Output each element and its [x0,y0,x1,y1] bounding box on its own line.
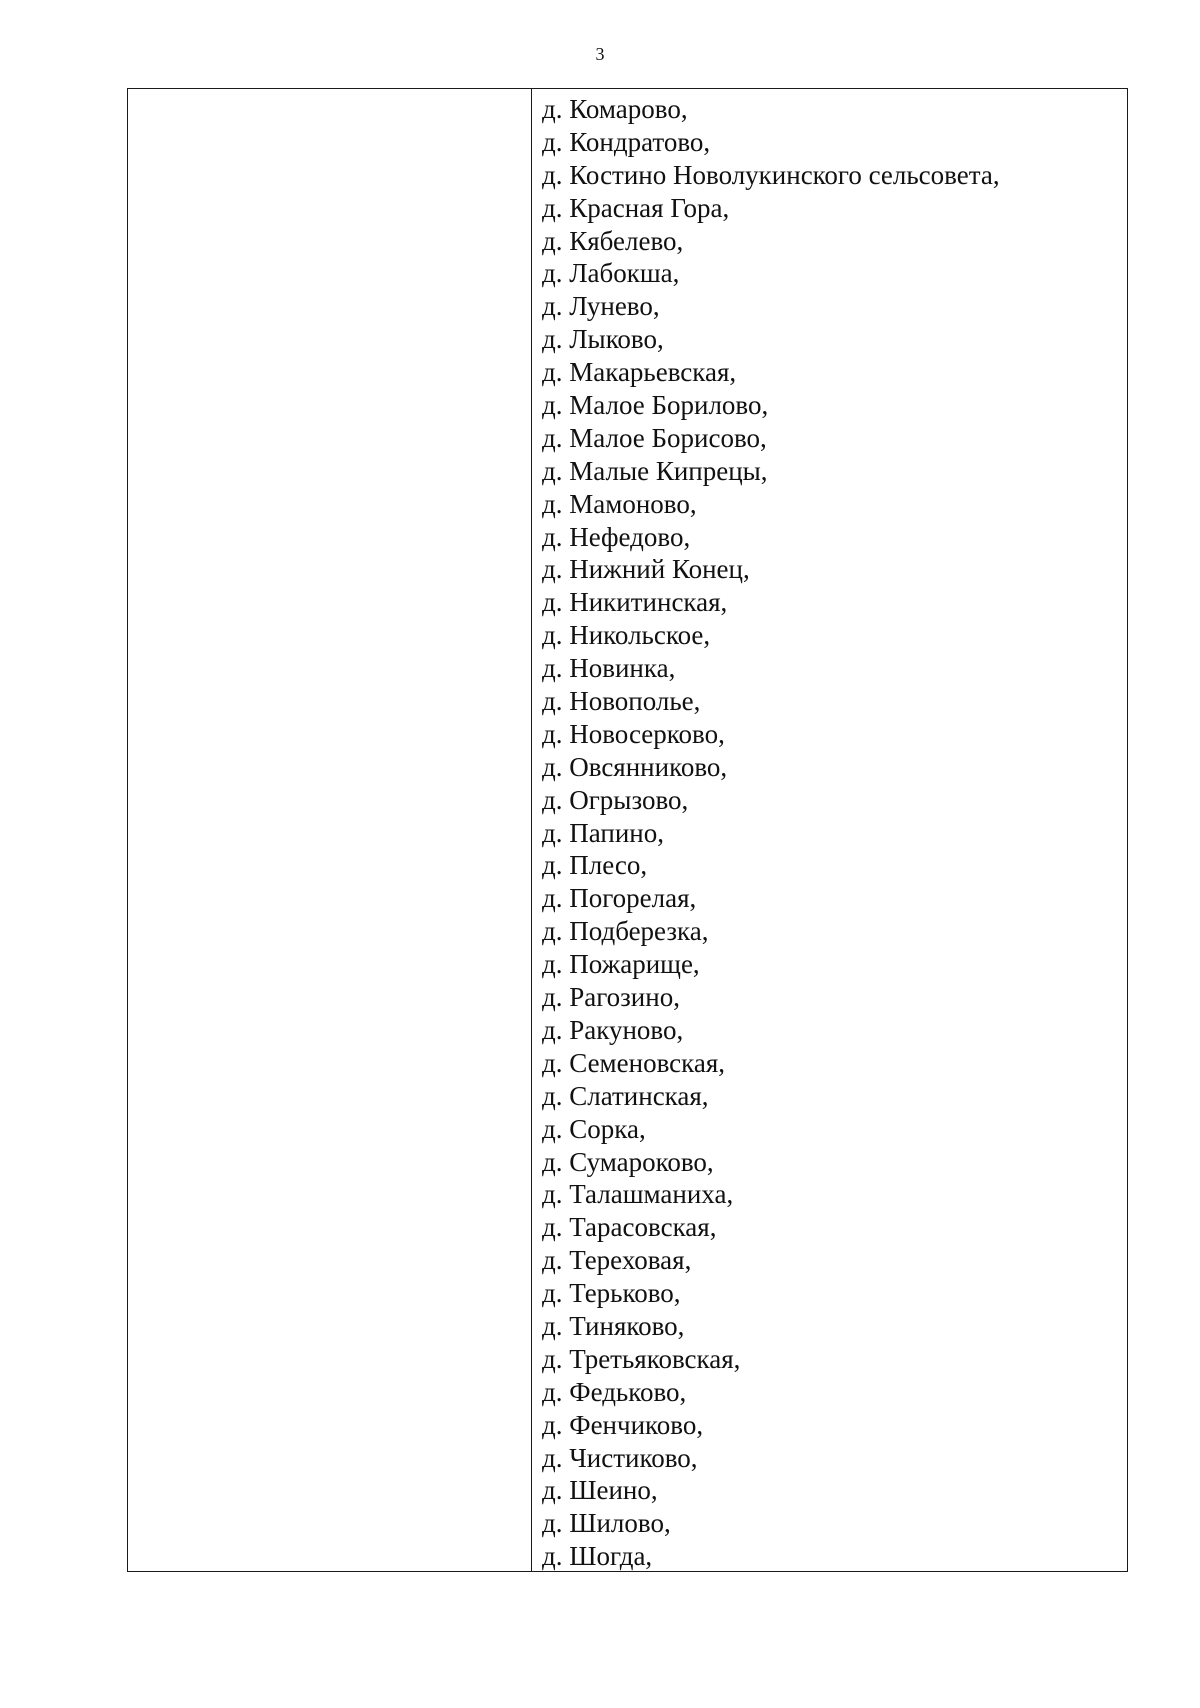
settlement-item: д. Тереховая, [542,1245,692,1276]
settlement-item: д. Тиняково, [542,1310,685,1341]
settlement-item: д. Нефедово, [542,521,691,552]
settlement-item: д. Костино Новолукинского сельсовета, [542,159,1000,190]
settlement-item: д. Пожарище, [542,949,700,980]
settlement-item: д. Макарьевская, [542,357,737,388]
settlement-item: д. Папино, [542,817,664,848]
settlements-table [127,88,1128,1572]
settlement-item: д. Нижний Конец, [542,554,750,585]
table-right-cell [532,89,1127,1571]
table-left-cell [128,89,532,1571]
settlement-item: д. Чистиково, [542,1442,698,1473]
settlement-item: д. Шеино, [542,1475,658,1506]
settlement-item: д. Терьково, [542,1278,681,1309]
settlement-item: д. Никитинская, [542,587,728,618]
settlement-item: д. Огрызово, [542,784,689,815]
settlement-item: д. Малые Кипрецы, [542,455,768,486]
settlement-item: д. Слатинская, [542,1080,709,1111]
settlement-item: д. Лунево, [542,291,660,322]
settlement-item: д. Третьяковская, [542,1343,741,1374]
settlement-item: д. Семеновская, [542,1047,726,1078]
settlement-item: д. Новополье, [542,686,701,717]
settlement-item: д. Талашманиха, [542,1179,734,1210]
settlement-item: д. Шилово, [542,1508,671,1539]
settlement-item: д. Малое Борисово, [542,422,767,453]
settlement-item: д. Мамоново, [542,488,697,519]
settlement-item: д. Лабокша, [542,258,680,289]
settlement-item: д. Ракуново, [542,1014,684,1045]
settlement-item: д. Кондратово, [542,126,711,157]
settlement-item: д. Плесо, [542,850,648,881]
settlement-item: д. Рагозино, [542,982,680,1013]
settlement-item: д. Подберезка, [542,916,709,947]
settlement-item: д. Кябелево, [542,225,684,256]
settlement-item: д. Овсянниково, [542,751,728,782]
settlement-list [542,93,1000,1573]
settlement-item: д. Шогда, [542,1541,653,1572]
settlement-item: д. Погорелая, [542,883,697,914]
settlement-item: д. Красная Гора, [542,192,730,223]
settlement-item: д. Лыково, [542,324,664,355]
settlement-item: д. Сорка, [542,1113,646,1144]
settlement-item: д. Федьково, [542,1376,687,1407]
settlement-item: д. Никольское, [542,620,711,651]
settlement-item: д. Новосерково, [542,718,725,749]
settlement-item: д. Малое Борилово, [542,390,769,421]
settlement-item: д. Комарово, [542,94,688,124]
settlement-item: д. Сумароково, [542,1146,714,1177]
page-number: 3 [595,44,605,64]
settlement-item: д. Тарасовская, [542,1212,717,1243]
settlement-item: д. Фенчиково, [542,1409,704,1440]
settlement-item: д. Новинка, [542,653,676,684]
